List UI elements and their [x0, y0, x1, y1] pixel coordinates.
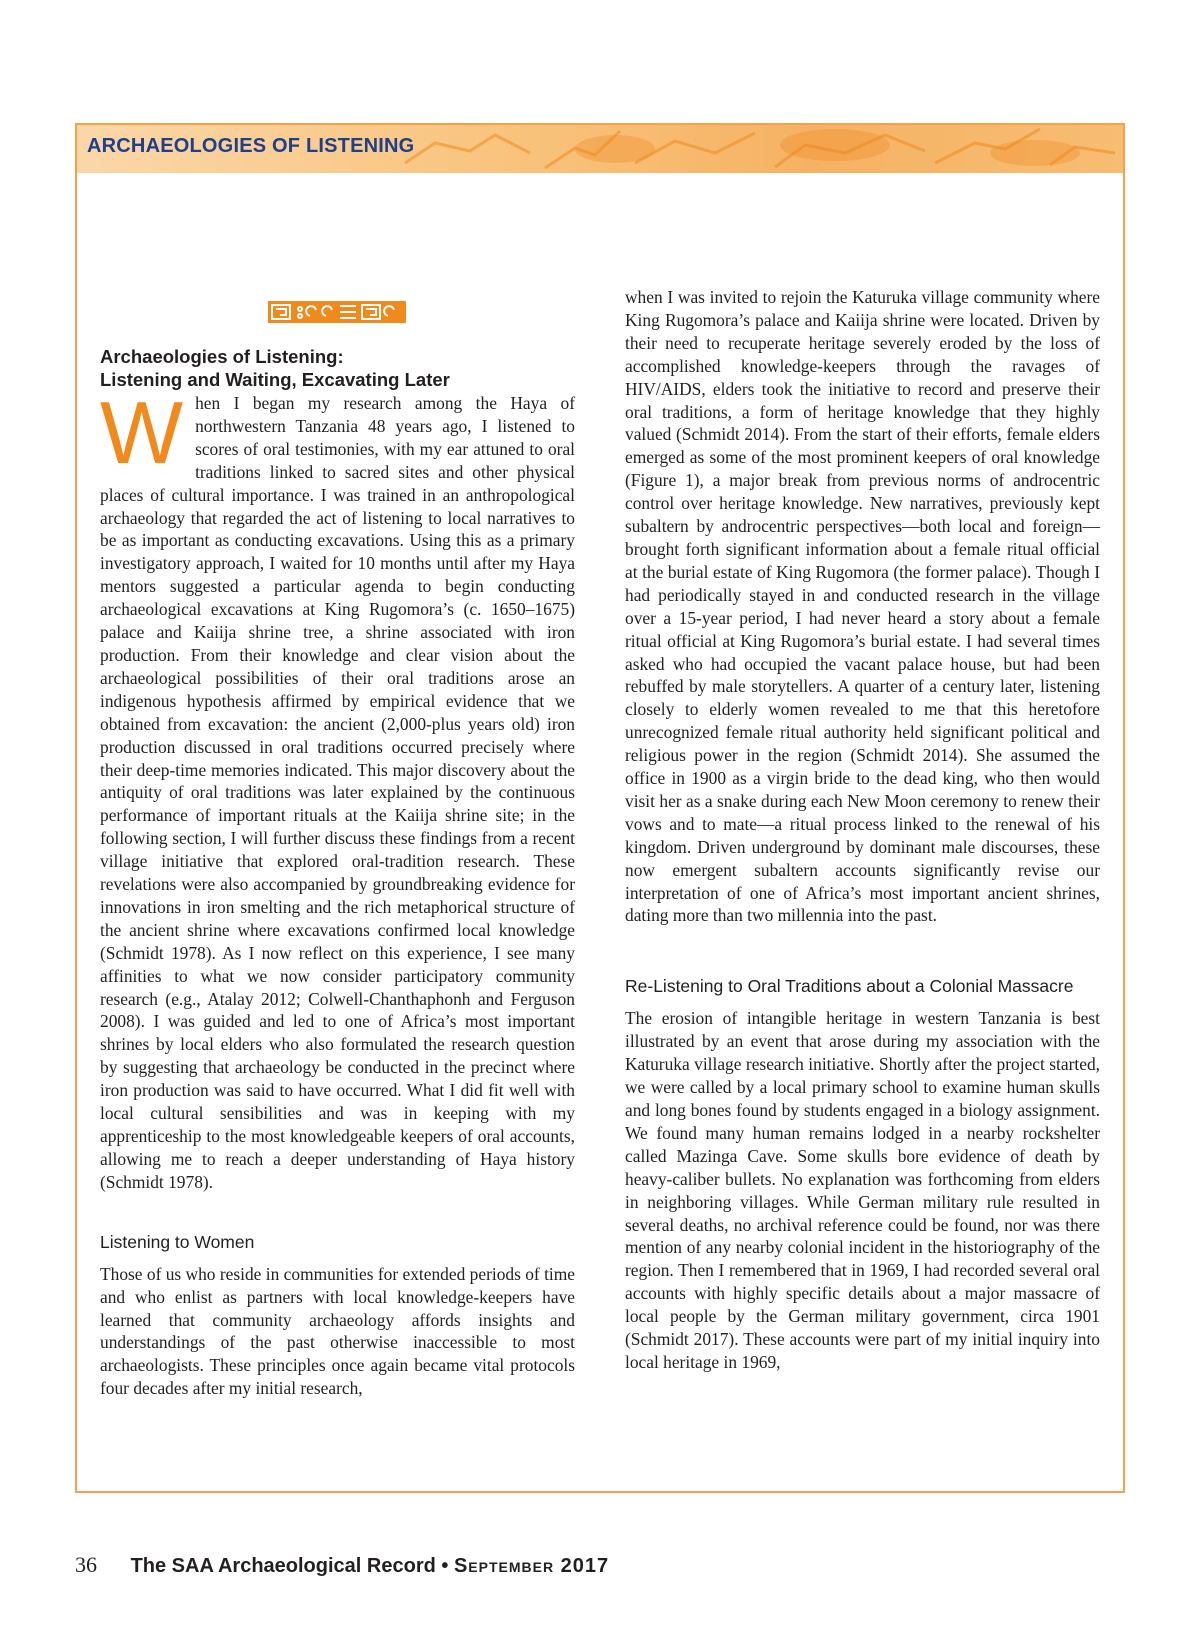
article-title-line1: Archaeologies of Listening: — [100, 346, 344, 367]
section-heading-listening-to-women: Listening to Women — [100, 1231, 255, 1252]
section-title: ARCHAEOLOGIES OF LISTENING — [87, 135, 415, 157]
drop-cap: W — [100, 383, 184, 482]
decorative-ornament — [268, 301, 406, 323]
issue-date: September 2017 — [453, 1555, 610, 1577]
article-title-line2: Listening and Waiting, Excavating Later — [100, 369, 450, 390]
page-footer — [75, 1552, 609, 1578]
page-number: 36 — [75, 1552, 97, 1577]
listening-to-women-paragraph: Those of us who reside in communities for extended periods of time and who enlist as partners with local knowledge-keepers have learned that community archaeology affords insights and understandings of the past otherwise inaccessible to most archaeologists. These principles once again became vital protocols four decades after my initial research, — [100, 1263, 575, 1399]
intro-text: hen I began my research among the Haya of northwestern Tanzania 48 years ago, I listened to scores of oral testimonies, with my ear attuned to oral traditions linked to sacred sites and other physical places of cultural importance. I was trained in an anthropological archaeology that regarded the act of listening to local narratives to be as important as conducting excavations. Using this as a primary investigatory approach, I waited for 10 months until after my Haya mentors suggested a particular agenda to begin conducting archaeological excavations at King Rugomora’s (c. 1650–1675) palace and Kaiija shrine tree, a shrine associated with iron production. From their knowledge and clear vision about the archaeological possibilities of their oral traditions arose an indigenous hypothesis affirmed by empirical evidence that we obtained from excavation: the ancient (2,000-plus years old) iron production discussed in oral traditions occurred precisely where their deep-time memories indicated. This major discovery about the antiquity of oral traditions was later explained by the continuous performance of important rituals at the Kaiija shrine site; in the following section, I will further discuss these findings from a recent village initiative that explored oral-tradition research. These revelations were also accompanied by groundbreaking evidence for innovations in iron smelting and the rich metaphorical structure of the ancient shrine where excavations confirmed local knowledge (Schmidt 1978). As I now reflect on this experience, I see many affinities to what we now consider participatory community research (e.g., Atalay 2012; Colwell-Chanthaphonh and Ferguson 2008). I was guided and led to one of Africa’s most important shrines by local elders who also formulated the research question by suggesting that archaeology be conducted in the precinct where iron production was said to have occurred. What I did fit well with local cultural sensibilities and was in keeping with my apprenticeship to the most knowledgeable keepers of oral accounts, allowing me to reach a deeper understanding of Haya history (Schmidt 1978). — [100, 393, 575, 1192]
colonial-massacre-paragraph: The erosion of intangible heritage in western Tanzania is best illustrated by an event that arose during my association with the Katuruka village research initiative. Shortly after the project started, we were called by a local primary school to examine human skulls and long bones found by students engaged in a biology assignment. We found many human remains lodged in a nearby rockshelter called Mazinga Cave. Some skulls bore evidence of death by heavy-caliber bullets. No explanation was forthcoming from elders in neighboring villages. While German military rule resulted in several deaths, no archival reference could be found, nor was there mention of any nearby colonial incident in the historiography of the region. Then I remembered that in 1969, I had recorded several oral accounts with highly specific details about a major massacre of local people by the German military government, circa 1901 (Schmidt 2017). These accounts were part of my initial inquiry into local heritage in 1969, — [625, 1008, 1100, 1372]
section-heading-colonial-massacre: Re-Listening to Oral Traditions about a Colonial Massacre — [625, 976, 1074, 997]
left-column — [100, 383, 575, 1400]
right-paragraph-1: when I was invited to rejoin the Katuruka village community where King Rugomora’s palace and Kaiija shrine were located. Driven by their need to recuperate heritage severely eroded by the loss of accomplished knowledge-keepers through the ravages of HIV/AIDS, elders took the initiative to record and preserve their oral traditions, a form of heritage knowledge that they highly valued (Schmidt 2014). From the start of their efforts, female elders emerged as some of the most prominent keepers of oral knowledge (Figure 1), a major break from previous norms of androcentric control over heritage knowledge. New narratives, previously kept subaltern by androcentric perspectives—both local and foreign—brought forth significant information about a female ritual official at the burial estate of King Rugomora (the former palace). Though I had periodically stayed in and conducted research in the village over a 15-year period, I had never heard a story about a female ritual official at King Rugomora’s burial estate. I had several times asked who had occupied the vacant palace house, but had been rebuffed by male storytellers. A quarter of a century later, listening closely to elderly women revealed to me that this heretofore unrecognized female ritual authority held significant political and religious power in the region (Schmidt 2014). She assumed the office in 1900 as a virgin bride to the dead king, who then would visit her as a snake during each New Moon ceremony to renew their vows and to mate—a ritual process linked to the renewal of his kingdom. Driven underground by dominant male discourses, these now emergent subaltern accounts significantly revise our interpretation of one of Africa’s most important ancient shrines, dating more than two millennia into the past. — [625, 287, 1100, 926]
right-column — [625, 286, 1100, 1374]
intro-paragraph — [100, 383, 575, 1194]
footer-separator: • — [441, 1555, 449, 1577]
publication-name: The SAA Archaeological Record — [130, 1555, 436, 1577]
